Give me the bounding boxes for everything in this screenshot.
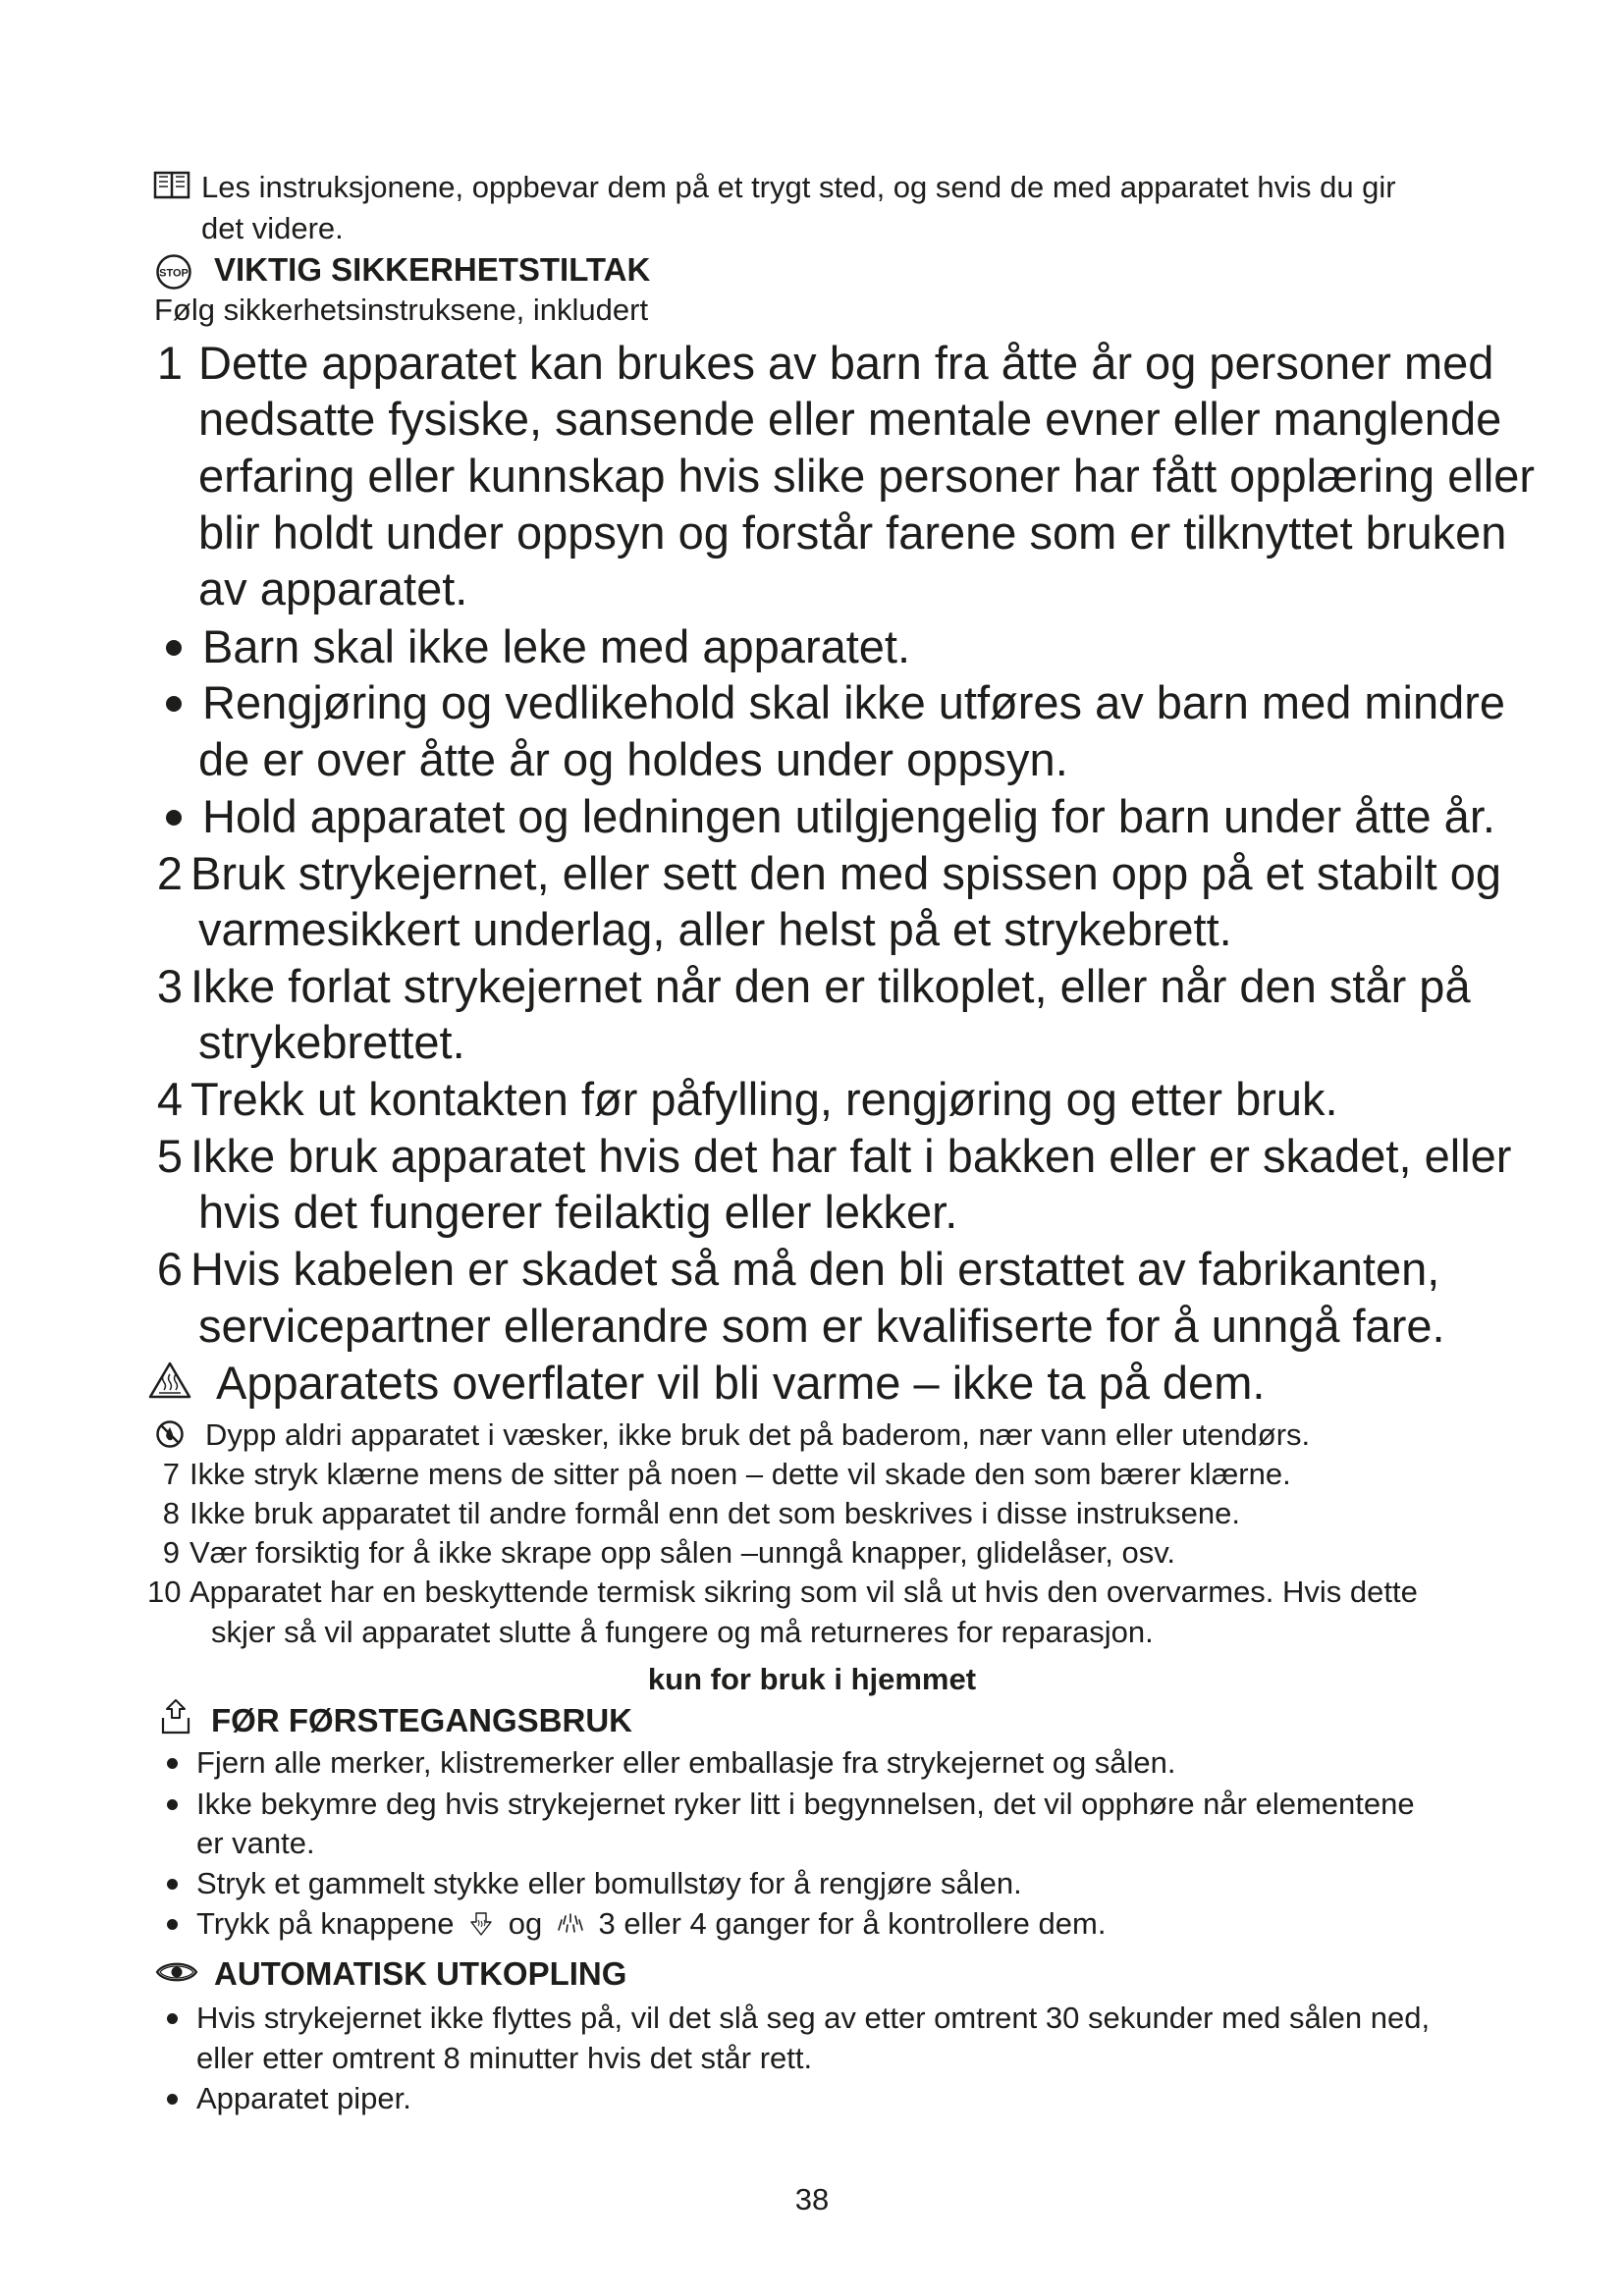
item-number: 10 (147, 1575, 182, 1609)
no-water-icon (155, 1419, 185, 1449)
bullet-line: er vante. (196, 1826, 315, 1860)
bullet-line: Barn skal ikke leke med apparatet. (202, 620, 911, 672)
intro-line: Les instruksjonene, oppbevar dem på et trygt sted, og send de med apparatet hvis du gir (201, 170, 1396, 204)
bullet-line: Apparatet piper. (196, 2081, 411, 2115)
item-line: Apparatet har en beskyttende termisk sikring som vil slå ut hvis den overvarmes. Hvis dette (189, 1575, 1418, 1609)
svg-text:STOP: STOP (159, 267, 189, 280)
safety-heading: VIKTIG SIKKERHETSTILTAK (214, 251, 651, 288)
bullet-dot (167, 2013, 178, 2024)
bullet-line: Fjern alle merker, klistremerker eller emballasje fra strykejernet og sålen. (196, 1745, 1176, 1780)
first-use-heading: FØR FØRSTEGANGSBRUK (211, 1702, 632, 1738)
bullet-line: Rengjøring og vedlikehold skal ikke utføres av barn med mindre (202, 676, 1506, 728)
book-icon (153, 171, 190, 200)
item-line: av apparatet. (198, 562, 468, 614)
item-line: Ikke forlat strykejernet når den er tilkoplet, eller når den står på (190, 960, 1471, 1012)
item-line: Hvis kabelen er skadet så må den bli erstattet av fabrikanten, (190, 1243, 1440, 1295)
item-line: Ikke stryk klærne mens de sitter på noen – dette vil skade den som bærer klærne. (189, 1457, 1291, 1491)
steam-shot-button-icon (468, 1910, 494, 1940)
bullet-dot (167, 1758, 178, 1769)
bullet-line: Stryk et gammelt stykke eller bomullstøy for å rengjøre sålen. (196, 1866, 1022, 1900)
bullet-line: Ikke bekymre deg hvis strykejernet ryker litt i begynnelsen, det vil opphøre når elementene (196, 1787, 1415, 1821)
item-line: Trekk ut kontakten før påfylling, rengjøring og etter bruk. (190, 1073, 1338, 1125)
item-line: servicepartner ellerandre som er kvalifiserte for å unngå fare. (198, 1300, 1445, 1352)
bullet-line: Hvis strykejernet ikke flyttes på, vil det slå seg av etter omtrent 30 sekunder med sålen ned, (196, 2001, 1431, 2035)
item-line: Ikke bruk apparatet hvis det har falt i bakken eller er skadet, eller (190, 1130, 1512, 1182)
bullet-dot (167, 1799, 178, 1810)
eye-icon (154, 1958, 199, 1986)
spray-button-icon (557, 1910, 584, 1940)
bullet-line: Hold apparatet og ledningen utilgjengelig for barn under åtte år. (202, 790, 1495, 842)
item-line: Bruk strykejernet, eller sett den med spissen opp på et stabilt og (190, 847, 1501, 899)
page-number: 38 (794, 2182, 830, 2216)
item-line: skjer så vil apparatet slutte å fungere og må returneres for reparasjon. (211, 1615, 1154, 1649)
bullet-dot (166, 696, 182, 712)
item-line: nedsatte fysiske, sansende eller mentale evner eller manglende (198, 393, 1502, 445)
safety-subtitle: Følg sikkerhetsinstruksene, inkludert (154, 293, 649, 327)
item-line: varmesikkert underlag, aller helst på et strykebrett. (198, 903, 1232, 955)
buttons-line-mid: og (508, 1906, 543, 1941)
hot-surface-warning: Apparatets overflater vil bli varme – ikke ta på dem. (216, 1357, 1266, 1409)
auto-off-heading: AUTOMATISK UTKOPLING (214, 1955, 627, 1992)
item-number: 1 (156, 337, 183, 389)
buttons-line-pre: Trykk på knappene (196, 1906, 455, 1941)
bullet-dot (167, 2094, 178, 2105)
item-number: 8 (162, 1496, 180, 1530)
intro-line: det videre. (201, 211, 344, 245)
item-number: 3 (156, 960, 183, 1012)
item-line: blir holdt under oppsyn og forstår farene som er tilknyttet bruken (198, 507, 1507, 559)
bullet-line: eller etter omtrent 8 minutter hvis det står rett. (196, 2041, 813, 2075)
bullet-dot (166, 640, 182, 656)
item-line: hvis det fungerer feilaktig eller lekker. (198, 1186, 958, 1238)
bullet-dot (166, 810, 182, 826)
item-line: erfaring eller kunnskap hvis slike personer har fått opplæring eller (198, 450, 1536, 502)
item-number: 2 (156, 847, 183, 899)
item-number: 7 (162, 1457, 180, 1491)
hot-surface-warning-icon (147, 1361, 192, 1400)
box-with-arrow-icon (160, 1698, 191, 1735)
item-line: strykebrettet. (198, 1016, 465, 1068)
bullet-dot (167, 1879, 178, 1890)
item-number: 6 (156, 1243, 183, 1295)
stop-icon (155, 253, 192, 291)
water-warning: Dypp aldri apparatet i væsker, ikke bruk det på baderom, nær vann eller utendørs. (205, 1417, 1311, 1452)
household-only-note: kun for bruk i hjemmet (647, 1662, 977, 1696)
item-line: Dette apparatet kan brukes av barn fra åtte år og personer med (198, 337, 1494, 389)
bullet-dot (167, 1919, 178, 1930)
buttons-line-post: 3 eller 4 ganger for å kontrollere dem. (598, 1906, 1107, 1941)
item-number: 5 (156, 1130, 183, 1182)
bullet-line: de er over åtte år og holdes under oppsyn. (198, 733, 1068, 785)
item-line: Vær forsiktig for å ikke skrape opp sålen –unngå knapper, glidelåser, osv. (189, 1535, 1176, 1570)
item-number: 4 (156, 1073, 183, 1125)
item-line: Ikke bruk apparatet til andre formål enn det som beskrives i disse instruksene. (189, 1496, 1241, 1530)
item-number: 9 (162, 1535, 180, 1570)
bullet-line (196, 1903, 1106, 1944)
